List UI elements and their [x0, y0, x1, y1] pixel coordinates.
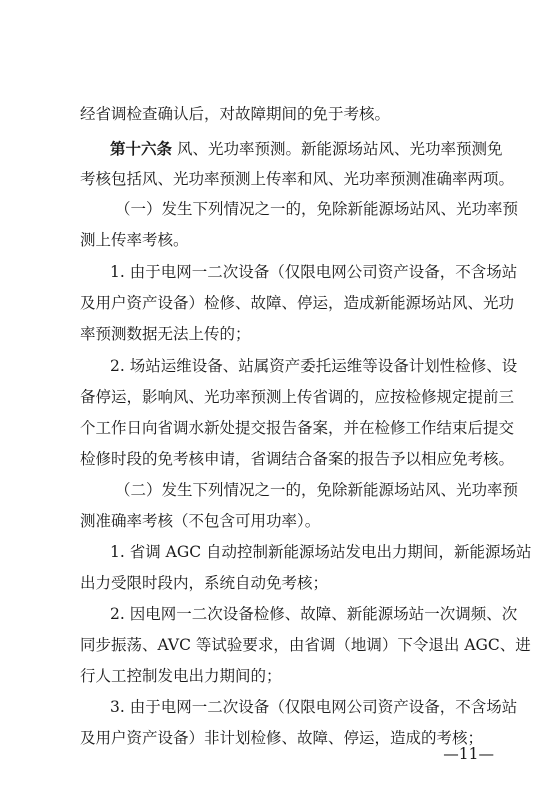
- text-line: 率预测数据无法上传的；: [80, 325, 251, 343]
- text-line: 经省调检查确认后，对故障期间的免于考核。: [80, 105, 391, 123]
- text-line: 测准确率考核（不包含可用功率）。: [80, 512, 321, 530]
- text-line: 1. 省调 AGC 自动控制新能源场站发电出力期间，新能源场站: [110, 543, 532, 561]
- text-line: （二）发生下列情况之一的，免除新能源场站风、光功率预: [115, 481, 519, 499]
- article-line: [0, 139, 560, 159]
- text-line: 出力受限时段内，系统自动免考核；: [80, 574, 329, 592]
- text-line: （一）发生下列情况之一的，免除新能源场站风、光功率预: [115, 200, 519, 218]
- text-line: 测上传率考核。: [80, 231, 189, 249]
- text-line: 个工作日向省调水新处提交报告备案，并在检修工作结束后提交: [80, 419, 515, 437]
- text-line: 3. 由于电网一二次设备（仅限电网公司资产设备，不含场站: [110, 698, 518, 716]
- text-line: 行人工控制发电出力期间的；: [80, 667, 282, 685]
- text-line: 2. 场站运维设备、站属资产委托运维等设备计划性检修、设: [110, 357, 518, 375]
- text-line: 考核包括风、光功率预测上传率和风、光功率预测准确率两项。: [80, 170, 515, 188]
- article-heading: 第十六条: [110, 139, 173, 158]
- text-line: 及用户资产设备）检修、故障、停运，造成新能源场站风、光功: [80, 294, 515, 312]
- text-line: 检修时段的免考核申请，省调结合备案的报告予以相应免考核。: [80, 450, 515, 468]
- article-text: 风、光功率预测。新能源场站风、光功率预测免: [176, 140, 503, 158]
- text-line: 2. 因电网一二次设备检修、故障、新能源场站一次调频、次: [110, 605, 518, 623]
- text-line: 备停运，影响风、光功率预测上传省调的，应按检修规定提前三: [80, 388, 515, 406]
- text-line: 同步振荡、AVC 等试验要求，由省调（地调）下令退出 AGC、进: [80, 636, 531, 654]
- text-line: 及用户资产设备）非计划检修、故障、停运，造成的考核；: [80, 729, 484, 747]
- page-number: —11—: [443, 745, 494, 763]
- text-line: 1. 由于电网一二次设备（仅限电网公司资产设备，不含场站: [110, 263, 518, 281]
